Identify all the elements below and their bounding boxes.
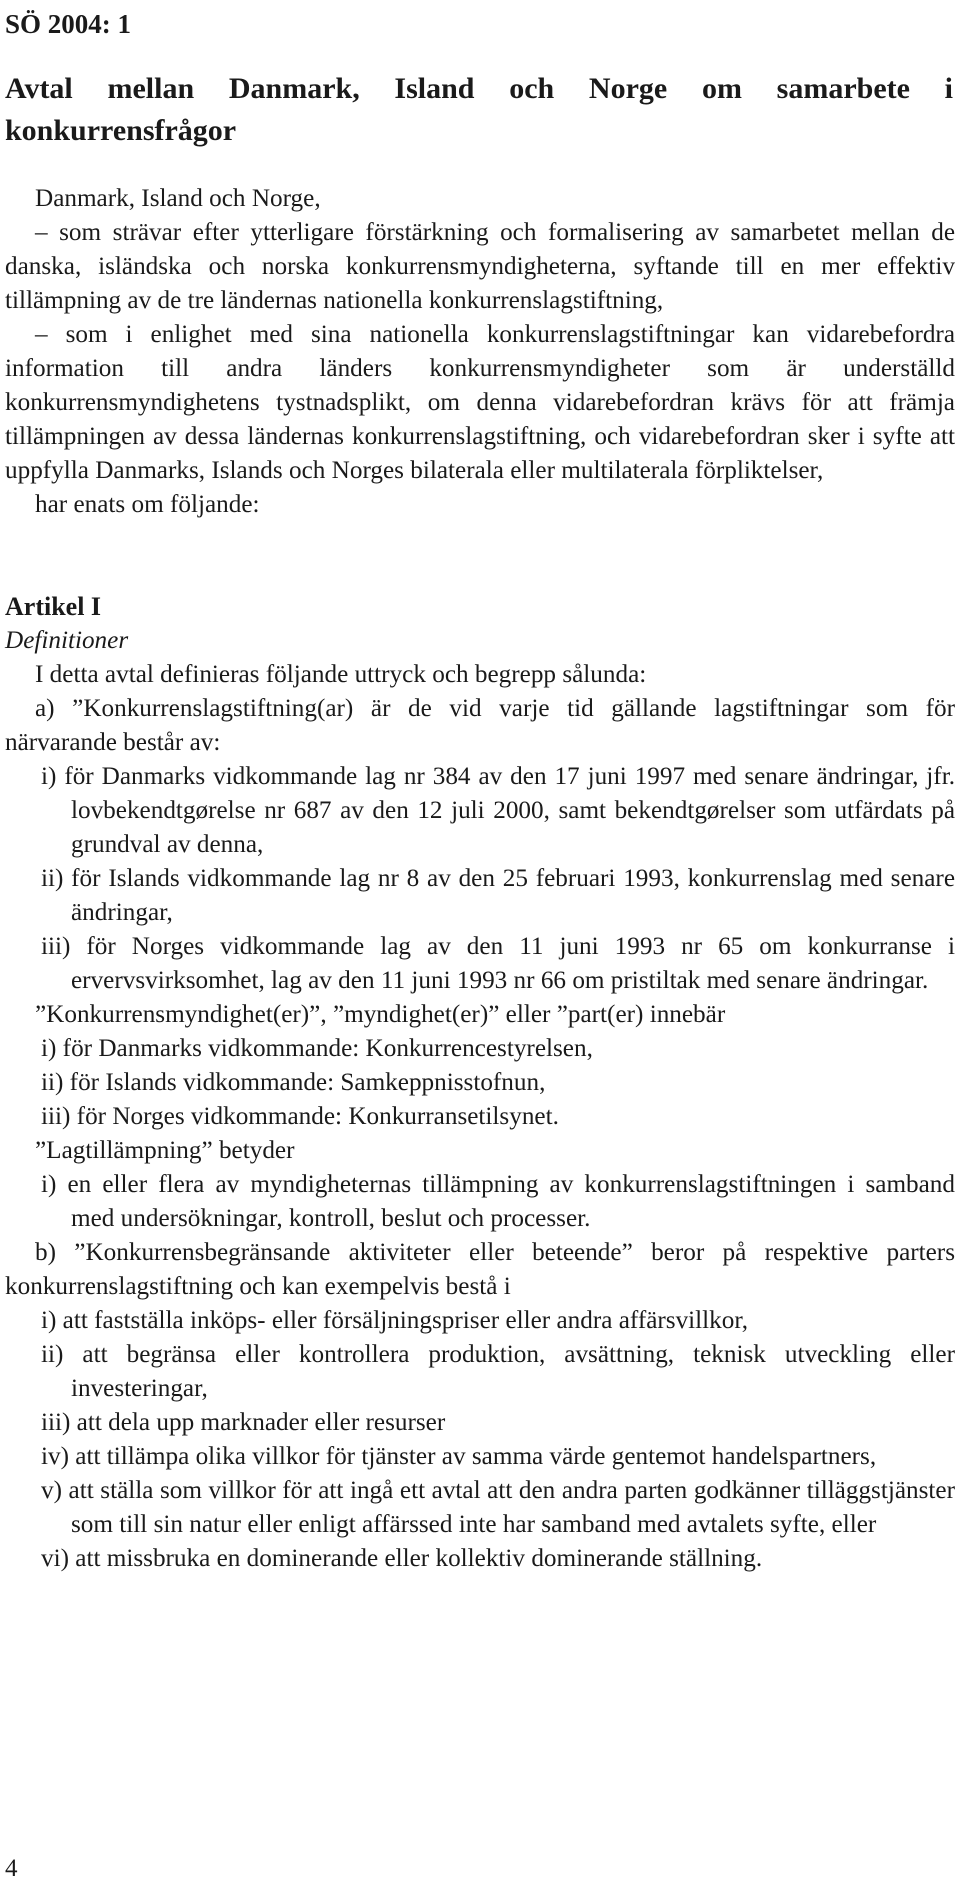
article-subheading: Definitioner	[5, 627, 129, 654]
definition-b-item: iii) att dela upp marknader eller resurser	[41, 1409, 446, 1436]
definition-a: a) ”Konkurrenslagstiftning(ar) är de vid varje tid gällande lagstiftningar som för närvarande består av:	[5, 695, 955, 756]
series-number: SÖ 2004: 1	[5, 9, 132, 39]
definition-authority-item: i) för Danmarks vidkommande: Konkurrencestyrelsen,	[41, 1035, 593, 1062]
article-intro: I detta avtal definieras följande uttryck och begrepp sålunda:	[35, 661, 647, 688]
definition-law-item: i) en eller flera av myndigheternas tillämpning av konkurrenslagstiftningen i samband med undersökningar, kontroll, beslut och processer.	[41, 1171, 955, 1232]
definition-authority-item: ii) för Islands vidkommande: Samkeppnisstofnun,	[41, 1069, 546, 1096]
definition-b-item: vi) att missbruka en dominerande eller kollektiv dominerande ställning.	[41, 1545, 763, 1572]
definition-b-item: ii) att begränsa eller kontrollera produktion, avsättning, teknisk utveckling eller investeringar,	[41, 1341, 955, 1402]
definition-a-item: ii) för Islands vidkommande lag nr 8 av den 25 februari 1993, konkurrenslag med senare ändringar,	[41, 865, 955, 926]
section-spacer	[5, 522, 955, 590]
document-body	[5, 182, 955, 1576]
definition-b-item: iv) att tillämpa olika villkor för tjänster av samma värde gentemot handelspartners,	[41, 1443, 877, 1470]
preamble-agreed: har enats om följande:	[35, 491, 260, 518]
preamble-parties: Danmark, Island och Norge,	[35, 185, 321, 212]
definition-authority-item: iii) för Norges vidkommande: Konkurransetilsynet.	[41, 1103, 559, 1130]
article-heading: Artikel I	[5, 592, 102, 621]
preamble-clause-1: – som strävar efter ytterligare förstärkning och formalisering av samarbetet mellan de danska, isländska och norska konkurrensmyndigheterna, syftande till en mer effektiv tillämpning av de tre ländernas nationella konkurrenslagstiftning,	[5, 219, 955, 314]
definition-authority: ”Konkurrensmyndighet(er)”, ”myndighet(er)” eller ”part(er) innebär	[35, 1001, 726, 1028]
page-number: 4	[5, 1855, 18, 1882]
definition-b-item: v) att ställa som villkor för att ingå ett avtal att den andra parten godkänner tilläggstjänster som till sin natur eller enligt affärssed inte har samband med avtalets syfte, eller	[41, 1477, 955, 1538]
definition-b-item: i) att fastställa inköps- eller försäljningspriser eller andra affärsvillkor,	[41, 1307, 749, 1334]
preamble-clause-2: – som i enlighet med sina nationella konkurrenslagstiftningar kan vidarebefordra information till andra länders konkurrensmyndigheter som är underställd konkurrensmyndighetens tystnadsplikt, om denna vidarebefordran krävs för att främja tillämpningen av dessa ländernas konkurrenslagstiftning, och vidarebefordran sker i syfte att uppfylla Danmarks, Islands och Norges bilaterala eller multilaterala förpliktelser,	[5, 321, 955, 484]
definition-b: b) ”Konkurrensbegränsande aktiviteter eller beteende” beror på respektive parters konkurrenslagstiftning och kan exempelvis bestå i	[5, 1239, 955, 1300]
definition-a-item: iii) för Norges vidkommande lag av den 11 juni 1993 nr 65 om konkurranse i ervervsvirksomhet, lag av den 11 juni 1993 nr 66 om pristiltak med senare ändringar.	[41, 933, 955, 994]
document-title: Avtal mellan Danmark, Island och Norge om samarbete i konkurrensfrågor	[5, 72, 953, 147]
definition-law-enforcement: ”Lagtillämpning” betyder	[35, 1137, 295, 1164]
definition-a-item: i) för Danmarks vidkommande lag nr 384 av den 17 juni 1997 med senare ändringar, jfr. lovbekendtgørelse nr 687 av den 12 juli 2000, samt bekendtgørelser som utfärdats på grundval av denna,	[41, 763, 955, 858]
